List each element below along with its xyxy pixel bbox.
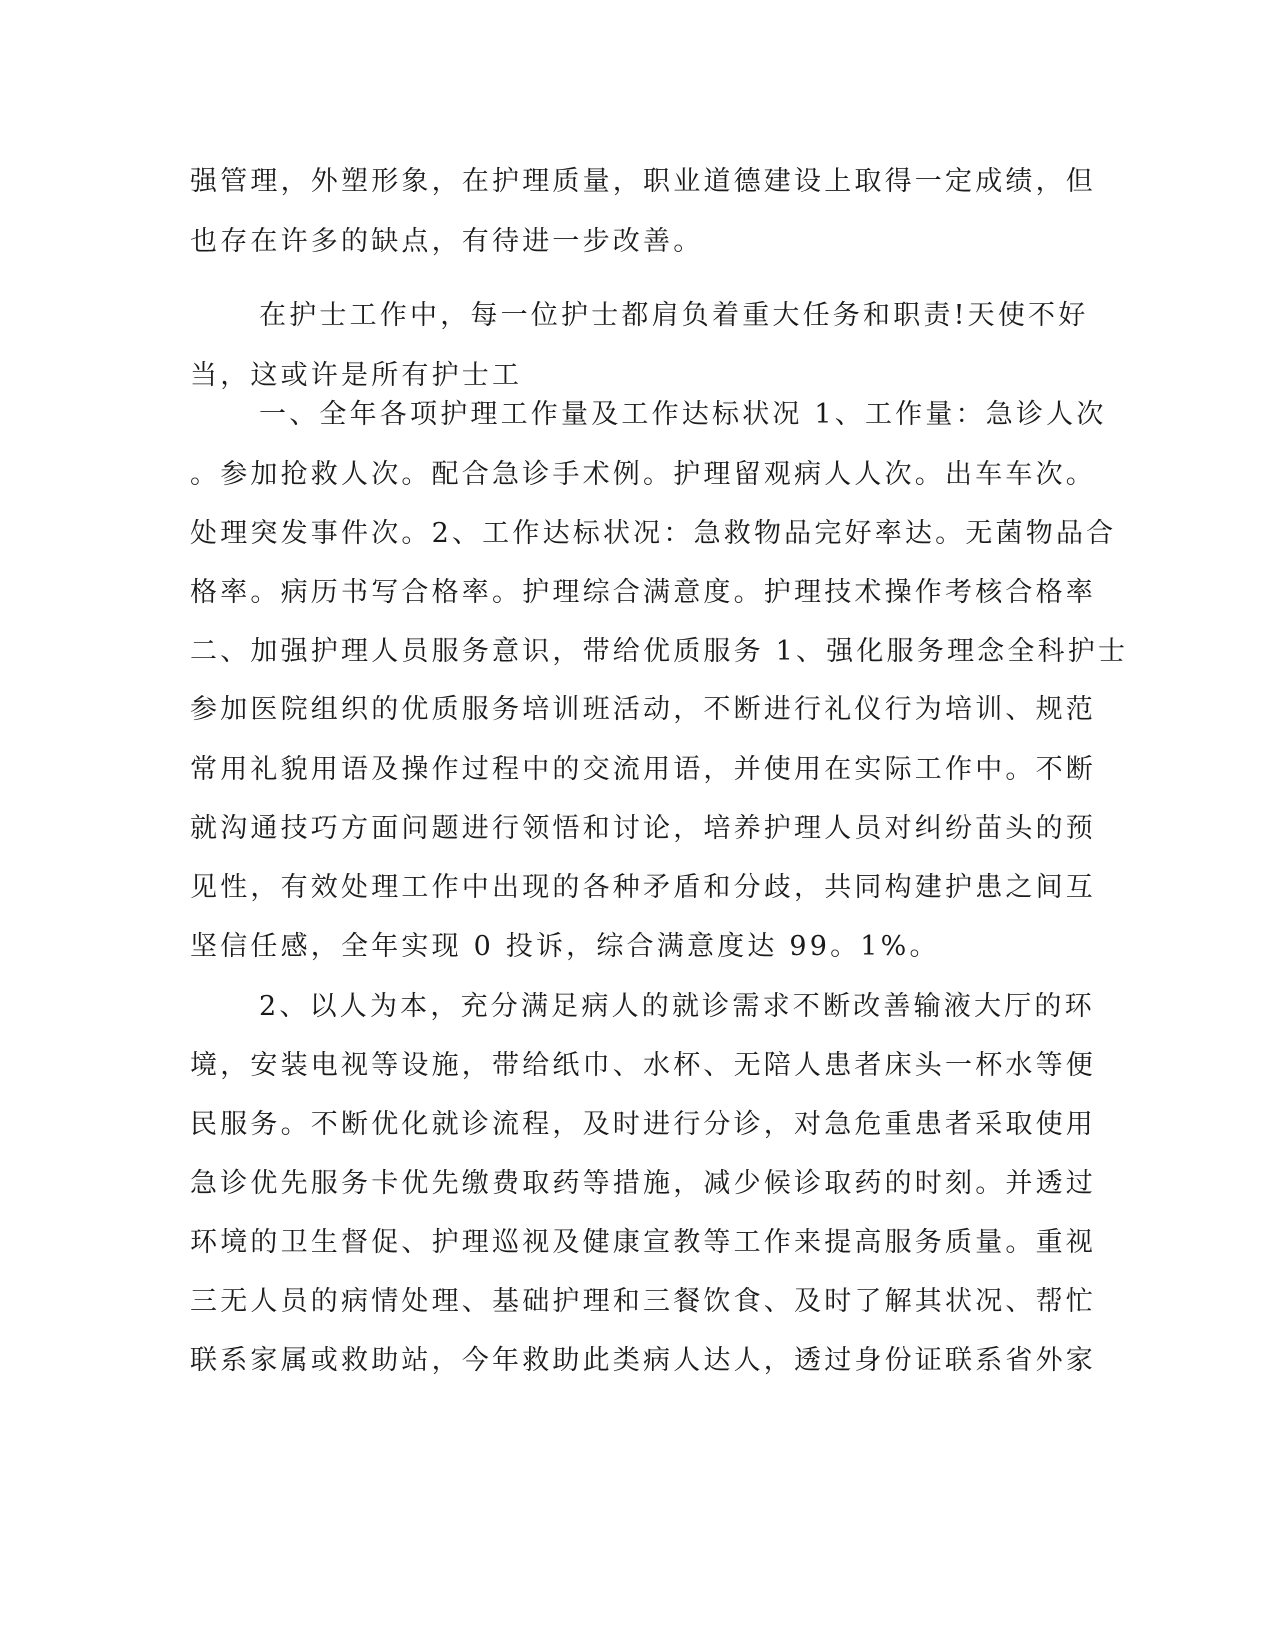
text-line: 联系家属或救助站，今年救助此类病人达人，透过身份证联系省外家 — [190, 1345, 1096, 1376]
text-line: 参加医院组织的优质服务培训班活动，不断进行礼仪行为培训、规范 — [190, 694, 1096, 725]
text-line: 坚信任感，全年实现 0 投诉，综合满意度达 99。1%。 — [190, 931, 940, 962]
text-line: 。参加抢救人次。配合急诊手术例。护理留观病人人次。出车车次。 — [190, 459, 1096, 490]
text-line: 三无人员的病情处理、基础护理和三餐饮食、及时了解其状况、帮忙 — [190, 1286, 1096, 1317]
text-line: 民服务。不断优化就诊流程，及时进行分诊，对急危重患者采取使用 — [190, 1109, 1096, 1140]
text-line: 境，安装电视等设施，带给纸巾、水杯、无陪人患者床头一杯水等便 — [190, 1050, 1096, 1081]
text-line: 处理突发事件次。2、工作达标状况：急救物品完好率达。无菌物品合 — [190, 518, 1117, 549]
text-line: 强管理，外塑形象，在护理质量，职业道德建设上取得一定成绩，但 — [190, 166, 1096, 197]
text-line: 二、加强护理人员服务意识，带给优质服务 1、强化服务理念全科护士 — [190, 636, 1129, 667]
text-line: 2、以人为本，充分满足病人的就诊需求不断改善输液大厅的环 — [259, 991, 1095, 1022]
text-line: 急诊优先服务卡优先缴费取药等措施，减少候诊取药的时刻。并透过 — [190, 1168, 1096, 1199]
text-line: 也存在许多的缺点，有待进一步改善。 — [190, 226, 704, 257]
text-line: 当，这或许是所有护士工 — [190, 360, 523, 391]
text-line: 见性，有效处理工作中出现的各种矛盾和分歧，共同构建护患之间互 — [190, 872, 1096, 903]
text-line: 环境的卫生督促、护理巡视及健康宣教等工作来提高服务质量。重视 — [190, 1227, 1096, 1258]
text-line: 常用礼貌用语及操作过程中的交流用语，并使用在实际工作中。不断 — [190, 754, 1096, 785]
text-line: 就沟通技巧方面问题进行领悟和讨论，培养护理人员对纠纷苗头的预 — [190, 813, 1096, 844]
text-line: 格率。病历书写合格率。护理综合满意度。护理技术操作考核合格率 — [190, 577, 1096, 608]
text-line: 一、全年各项护理工作量及工作达标状况 1、工作量：急诊人次 — [259, 399, 1107, 430]
text-line: 在护士工作中，每一位护士都肩负着重大任务和职责!天使不好 — [259, 300, 1089, 331]
